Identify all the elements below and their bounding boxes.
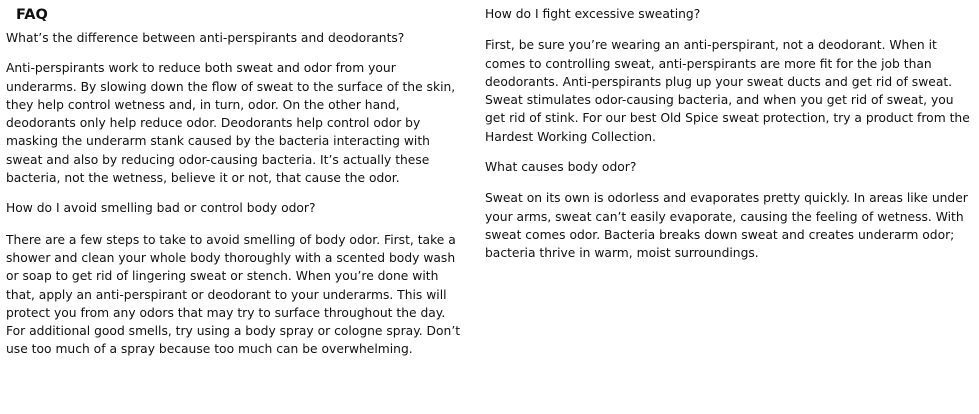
faq-answer: Anti-perspirants work to reduce both sweat and odor from your underarms. By slowing down the flow of sweat to the surface of the skin, they help control wetness and, in turn, odor. On the other hand, deodorants only help reduce odor. Deodorants help control odor by masking the underarm stank caused by the bacteria interacting with sweat and also by reducing odor-causing bacteria. It’s actually these bacteria, not the wetness, believe it or not, that cause the odor. bbox=[6, 61, 456, 186]
faq-answer: First, be sure you’re wearing an anti-perspirant, not a deodorant. When it comes to controlling sweat, anti-perspirants are more fit for the job than deodorants. Anti-perspirants plug up your sweat ducts and get rid of sweat. Sweat stimulates odor-causing bacteria, and when you get rid of sweat, you get rid of stink. For our best Old Spice sweat protection, try a product from the Hardest Working Collection. bbox=[485, 38, 970, 144]
faq-right-column bbox=[485, 0, 971, 263]
faq-question: How do I fight excessive sweating? bbox=[485, 7, 701, 21]
faq-question: How do I avoid smelling bad or control body odor? bbox=[6, 201, 316, 216]
faq-answer: Sweat on its own is odorless and evaporates pretty quickly. In areas like under your arms, sweat can’t easily evaporate, causing the feeling of wetness. With sweat comes odor. Bacteria breaks down sweat and creates underarm odor; bacteria thrive in warm, moist surroundings. bbox=[485, 191, 968, 261]
faq-answer: There are a few steps to take to avoid smelling of body odor. First, take a shower and clean your whole body thoroughly with a scented body wash or soap to get rid of lingering sweat or stench. When you’re done with that, apply an anti-perspirant or deodorant to your underarms. This will protect you from any odors that may try to surface throughout the day. For additional good smells, try using a body spray or cologne spray. Don’t use too much of a spray because too much can be overwhelming. bbox=[6, 232, 461, 357]
faq-question: What causes body odor? bbox=[485, 160, 637, 175]
faq-question: What’s the difference between anti-perspirants and deodorants? bbox=[6, 31, 405, 45]
faq-heading: FAQ bbox=[16, 7, 48, 23]
faq-left-column bbox=[6, 0, 468, 359]
